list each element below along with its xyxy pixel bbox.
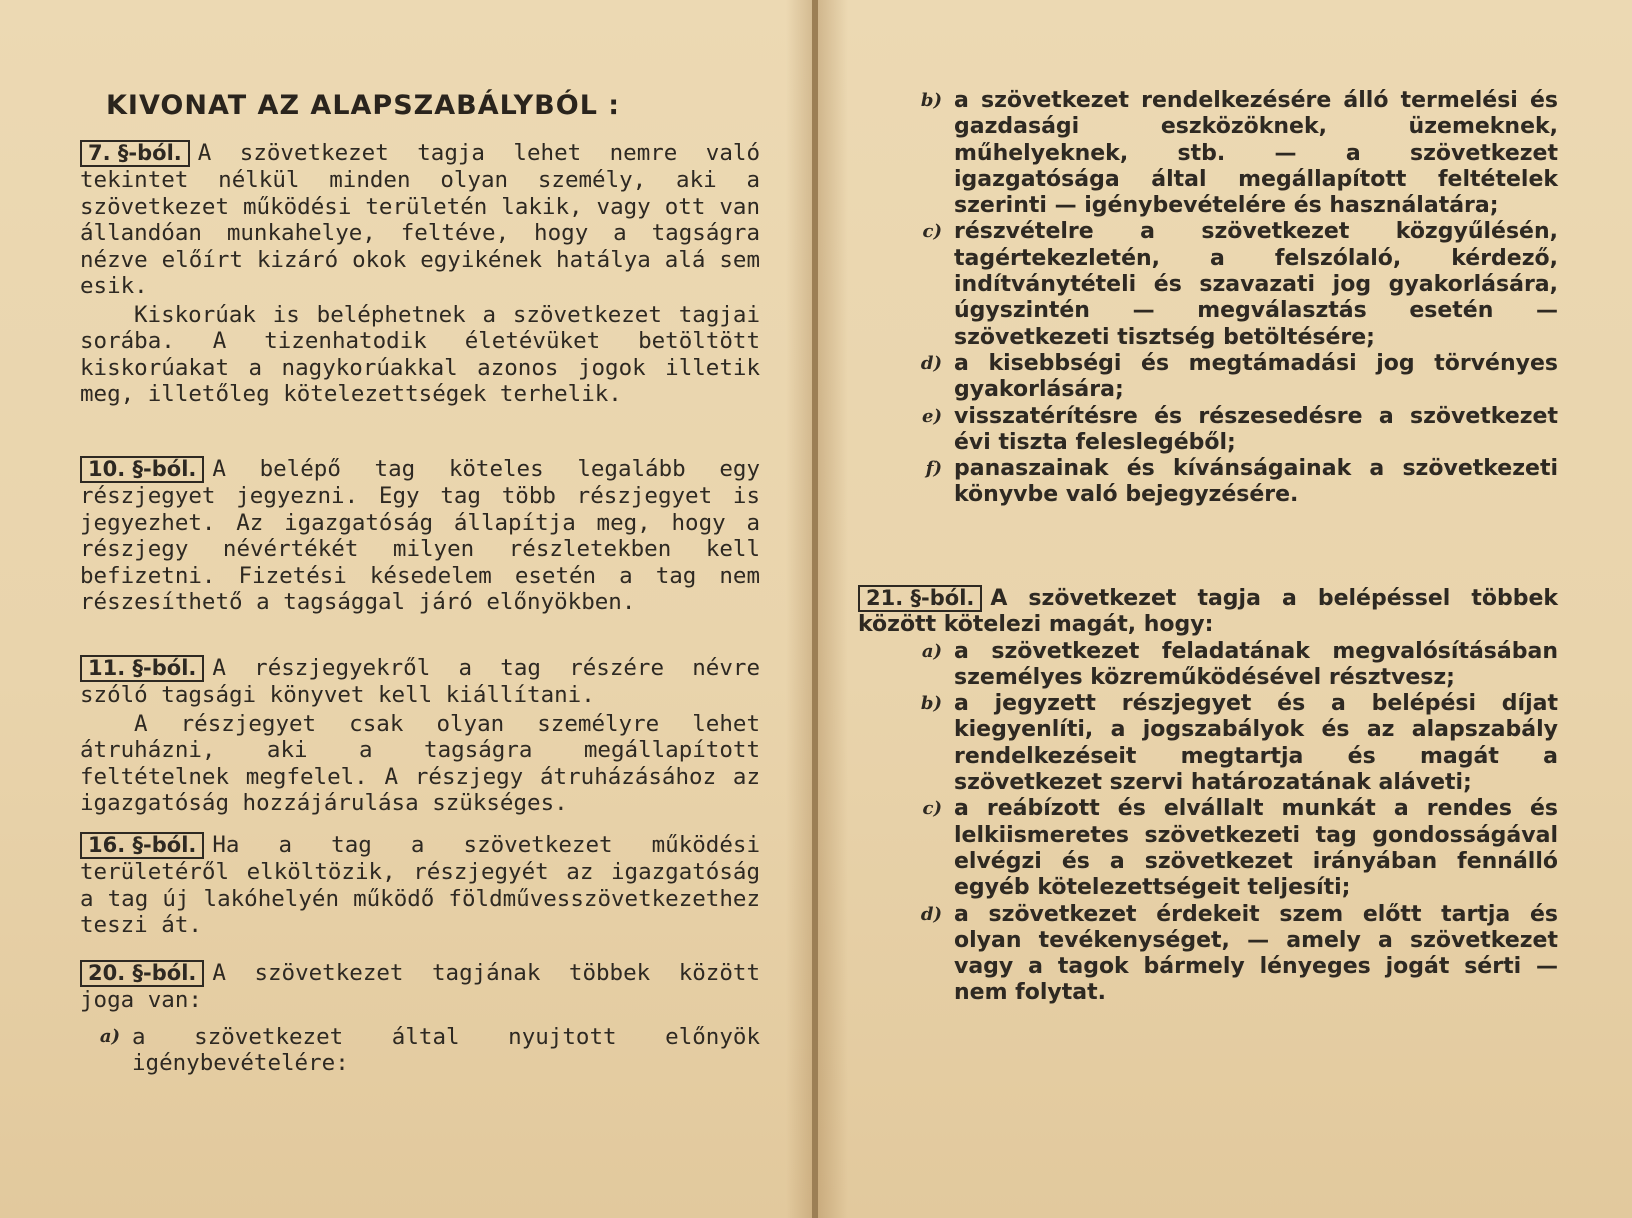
right-item-e (858, 404, 1558, 457)
section-16 (80, 832, 760, 939)
section-10-paragraph-1 (80, 456, 760, 616)
section-text: A szövetkezet tagja a belépéssel többek között kötelezi magát, hogy: (858, 586, 1558, 638)
section-text: A belépő tag köteles legalább egy részjegyet jegyezni. Egy tag több részjegyet is jegyezhet. Az igazgatóság állapítja meg, hogy a részjegy névértékét milyen részletekben kell befizetni. Fizetési késedelem esetén a tag nem részesíthető a tagsággal járó előnyökben. (80, 456, 760, 615)
duty-item-d (858, 902, 1558, 1007)
item-marker: c) (922, 221, 942, 243)
section-20 (80, 960, 760, 1077)
section-tag: 20. §-ból. (80, 960, 204, 987)
section-tag: 10. §-ból. (80, 456, 204, 483)
duty-item-b (858, 691, 1558, 796)
item-marker: b) (920, 90, 942, 111)
section-16-paragraph-1 (80, 832, 760, 939)
item-text: panaszainak és kívánságainak a szövetkezeti könyvbe való bejegyzésére. (954, 456, 1558, 508)
item-marker: d) (920, 352, 942, 374)
rights-list-continued (858, 88, 1558, 509)
item-marker: a) (99, 1025, 120, 1047)
section-text: A szövetkezet tagjának többek között joga van: (80, 960, 760, 1013)
item-marker: a) (921, 640, 942, 662)
section-21-intro (858, 585, 1558, 639)
section-7-paragraph-1 (80, 140, 760, 300)
item-text: a szövetkezet érdekeit szem előtt tartja és olyan tevékenységet, — amely a szövetkezet vagy a tagok bármely lényeges jogát sérti — nem folytat. (954, 901, 1558, 1006)
section-11-paragraph-1 (80, 655, 760, 709)
duty-item-a (858, 639, 1558, 692)
item-marker: b) (920, 693, 942, 715)
section-10 (80, 456, 760, 616)
item-text: részvételre a szövetkezet közgyűlésén, tagértekezletén, a felszólaló, kérdező, indítványtételi és szavazati jog gyakorlására, úgyszintén — megválasztás esetén — szövetkezeti tisztség betöltésére; (954, 219, 1558, 350)
item-marker: c) (922, 798, 942, 820)
item-marker: e) (922, 405, 942, 427)
section-11-paragraph-2: A részjegyet csak olyan személyre lehet átruházni, aki a tagságra megállapított feltételnek megfelel. A részjegy átruházásához az igazgatóság hozzájárulása szükséges. (80, 710, 760, 816)
item-marker: d) (920, 903, 942, 925)
section-tag: 16. §-ból. (80, 832, 204, 859)
section-text: Ha a tag a szövetkezet működési területéről elköltözik, részjegyét az igazgatóság a tag új lakóhelyén működő földművesszövetkezethez teszi át. (80, 832, 760, 938)
right-item-f (858, 456, 1558, 509)
item-text: a jegyzett részjegyet és a belépési díjat kiegyenlíti, a jogszabályok és az alapszabály rendelkezéseit megtartja és magát a szövetkezet szervi határozatának aláveti; (954, 691, 1558, 796)
section-tag: 11. §-ból. (80, 655, 204, 682)
section-7 (80, 140, 760, 408)
item-text: a szövetkezet feladatának megvalósításában személyes közreműködésével résztvesz; (954, 638, 1558, 690)
item-marker: f) (925, 458, 942, 480)
section-tag: 7. §-ból. (80, 140, 190, 167)
section-text: A részjegyekről a tag részére névre szóló tagsági könyvet kell kiállítani. (80, 655, 760, 708)
section-text: A szövetkezet tagja lehet nemre való tekintet nélkül minden olyan személy, aki a szövetkezet működési területén lakik, vagy ott van állandóan munkahelye, feltéve, hogy a tagságra nézve előírt kizáró okok egyikének hatálya alá sem esik. (80, 140, 760, 299)
section-20-item-a (80, 1024, 760, 1077)
item-text: visszatérítésre és részesedésre a szövetkezet évi tiszta feleslegéből; (954, 403, 1558, 455)
right-item-b (858, 88, 1558, 219)
item-text: a kisebbségi és megtámadási jog törvényes gyakorlására; (954, 350, 1558, 403)
item-text: a szövetkezet által nyujtott előnyök igénybevételére: (132, 1023, 760, 1076)
item-text: a szövetkezet rendelkezésére álló termelési és gazdasági eszközöknek, üzemeknek, műhelyeknek, stb. — a szövetkezet igazgatósága által megállapított feltételek szerinti — igénybevételére és használatára; (954, 88, 1558, 219)
duty-item-c (858, 796, 1558, 901)
section-21 (858, 585, 1558, 1007)
section-7-paragraph-2: Kiskorúak is beléphetnek a szövetkezet tagjai sorába. A tizenhatodik életévüket betöltött kiskorúakat a nagykorúakkal azonos jogok illetik meg, illetőleg kötelezettségek terhelik. (80, 301, 760, 407)
page-heading: KIVONAT AZ ALAPSZABÁLYBÓL : (106, 90, 621, 121)
section-20-paragraph-1 (80, 960, 760, 1014)
section-tag: 21. §-ból. (858, 585, 982, 612)
right-page (818, 0, 1632, 1218)
item-text: a reábízott és elvállalt munkát a rendes és lelkiismeretes szövetkezeti tag gondosságával elvégzi és a szövetkezet irányában fennálló egyéb kötelezettségeit teljesíti; (954, 796, 1558, 901)
section-11 (80, 655, 760, 817)
right-item-d (858, 351, 1558, 404)
right-item-c (858, 219, 1558, 350)
left-page (0, 0, 814, 1218)
